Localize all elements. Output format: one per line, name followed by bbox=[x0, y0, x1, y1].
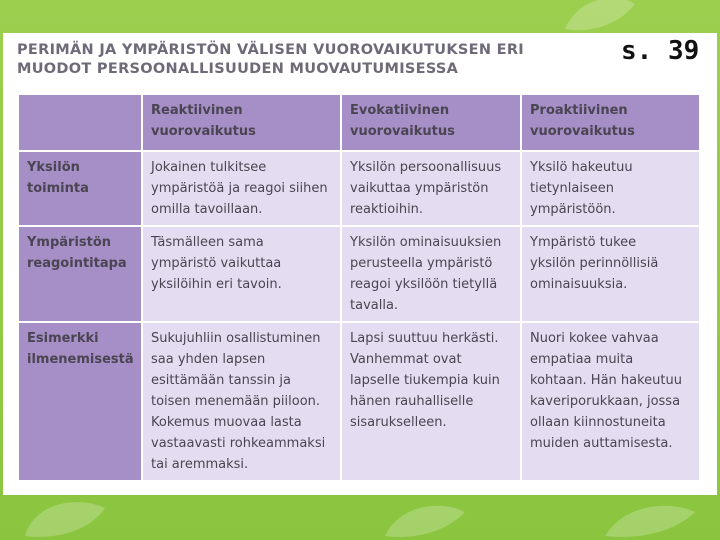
row-header-line: toiminta bbox=[27, 181, 89, 196]
cell-line: ympäristöä ja reagoi siihen bbox=[151, 181, 328, 196]
cell-line: saa yhden lapsen bbox=[151, 352, 266, 367]
slide-title bbox=[17, 41, 537, 79]
leaf-decoration-icon bbox=[560, 0, 640, 34]
cell-line: Täsmälleen sama bbox=[151, 235, 264, 250]
cell-line: Yksilön ominaisuuksien bbox=[350, 235, 502, 250]
cell-line: Yksilön persoonallisuus bbox=[350, 160, 502, 175]
row-header-line: Esimerkki bbox=[27, 331, 99, 346]
cell-line: perusteella ympäristö bbox=[350, 256, 493, 271]
cell-line: yksilön perinnöllisiä bbox=[530, 256, 659, 271]
cell-line: Lapsi suuttuu herkästi. bbox=[350, 331, 499, 346]
column-header-line: Proaktiivinen bbox=[530, 103, 628, 118]
row-header-line: ilmenemisestä bbox=[27, 352, 134, 367]
table-header-row bbox=[18, 94, 700, 151]
cell-line: empatiaa muita bbox=[530, 352, 634, 367]
cell-line: ollaan kiinnostuneita bbox=[530, 415, 666, 430]
cell-line: Yksilö hakeutuu bbox=[530, 160, 633, 175]
row-header-individual-action bbox=[18, 151, 142, 226]
table-cell bbox=[521, 322, 700, 481]
cell-line: yksilöihin eri tavoin. bbox=[151, 277, 282, 292]
cell-line: ominaisuuksia. bbox=[530, 277, 628, 292]
table-row bbox=[18, 226, 700, 322]
table-cell bbox=[521, 226, 700, 322]
column-header-proactive bbox=[521, 94, 700, 151]
interaction-table bbox=[17, 93, 701, 482]
row-header-line: Yksilön bbox=[27, 160, 80, 175]
leaf-decoration-icon bbox=[600, 500, 700, 540]
cell-line: tavalla. bbox=[350, 298, 399, 313]
table-cell bbox=[341, 226, 521, 322]
column-header-line: Reaktiivinen bbox=[151, 103, 243, 118]
table-cell bbox=[341, 151, 521, 226]
cell-line: ympäristö vaikuttaa bbox=[151, 256, 282, 271]
slide-title-line: PERIMÄN JA YMPÄRISTÖN VÄLISEN VUOROVAIKUTUKSEN ERI bbox=[17, 42, 525, 58]
cell-line: omilla tavoillaan. bbox=[151, 202, 263, 217]
cell-line: hänen rauhalliselle bbox=[350, 394, 474, 409]
cell-line: kohtaan. Hän hakeutuu bbox=[530, 373, 682, 388]
column-header-line: vuorovaikutus bbox=[151, 124, 256, 139]
column-header-evocative bbox=[341, 94, 521, 151]
row-header-line: Ympäristön bbox=[27, 235, 112, 250]
table-cell bbox=[142, 322, 341, 481]
slide-title-line: MUODOT PERSOONALLISUUDEN MUOVAUTUMISESSA bbox=[17, 61, 459, 77]
cell-line: kaveriporukkaan, jossa bbox=[530, 394, 681, 409]
cell-line: Nuori kokee vahvaa bbox=[530, 331, 659, 346]
cell-line: vaikuttaa ympäristön bbox=[350, 181, 489, 196]
cell-line: reagoi yksilöön tietyllä bbox=[350, 277, 498, 292]
cell-line: Vanhemmat ovat bbox=[350, 352, 462, 367]
table-row bbox=[18, 151, 700, 226]
cell-line: vastaavasti rohkeammaksi bbox=[151, 436, 326, 451]
column-header-line: vuorovaikutus bbox=[350, 124, 455, 139]
table-corner-cell bbox=[18, 94, 142, 151]
cell-line: Ympäristö tukee bbox=[530, 235, 637, 250]
cell-line: esittämään tanssin ja bbox=[151, 373, 291, 388]
table-cell bbox=[341, 322, 521, 481]
table-row bbox=[18, 322, 700, 481]
table-cell bbox=[521, 151, 700, 226]
cell-line: lapselle tiukempia kuin bbox=[350, 373, 500, 388]
column-header-line: Evokatiivinen bbox=[350, 103, 450, 118]
cell-line: sisarukselleen. bbox=[350, 415, 447, 430]
column-header-line: vuorovaikutus bbox=[530, 124, 635, 139]
cell-line: ympäristöön. bbox=[530, 202, 616, 217]
table-cell bbox=[142, 226, 341, 322]
cell-line: Kokemus muovaa lasta bbox=[151, 415, 302, 430]
page-reference: s. 39 bbox=[621, 36, 700, 66]
slide-card bbox=[3, 33, 717, 495]
cell-line: muiden auttamisesta. bbox=[530, 436, 673, 451]
leaf-decoration-icon bbox=[380, 498, 470, 540]
cell-line: tai aremmaksi. bbox=[151, 457, 249, 472]
row-header-line: reagointitapa bbox=[27, 256, 127, 271]
column-header-reactive bbox=[142, 94, 341, 151]
cell-line: tietynlaiseen bbox=[530, 181, 614, 196]
table-cell bbox=[142, 151, 341, 226]
cell-line: toisen menemään piiloon. bbox=[151, 394, 321, 409]
row-header-example bbox=[18, 322, 142, 481]
cell-line: reaktioihin. bbox=[350, 202, 424, 217]
row-header-environment-reaction bbox=[18, 226, 142, 322]
cell-line: Sukujuhliin osallistuminen bbox=[151, 331, 321, 346]
leaf-decoration-icon bbox=[20, 496, 110, 540]
cell-line: Jokainen tulkitsee bbox=[151, 160, 267, 175]
